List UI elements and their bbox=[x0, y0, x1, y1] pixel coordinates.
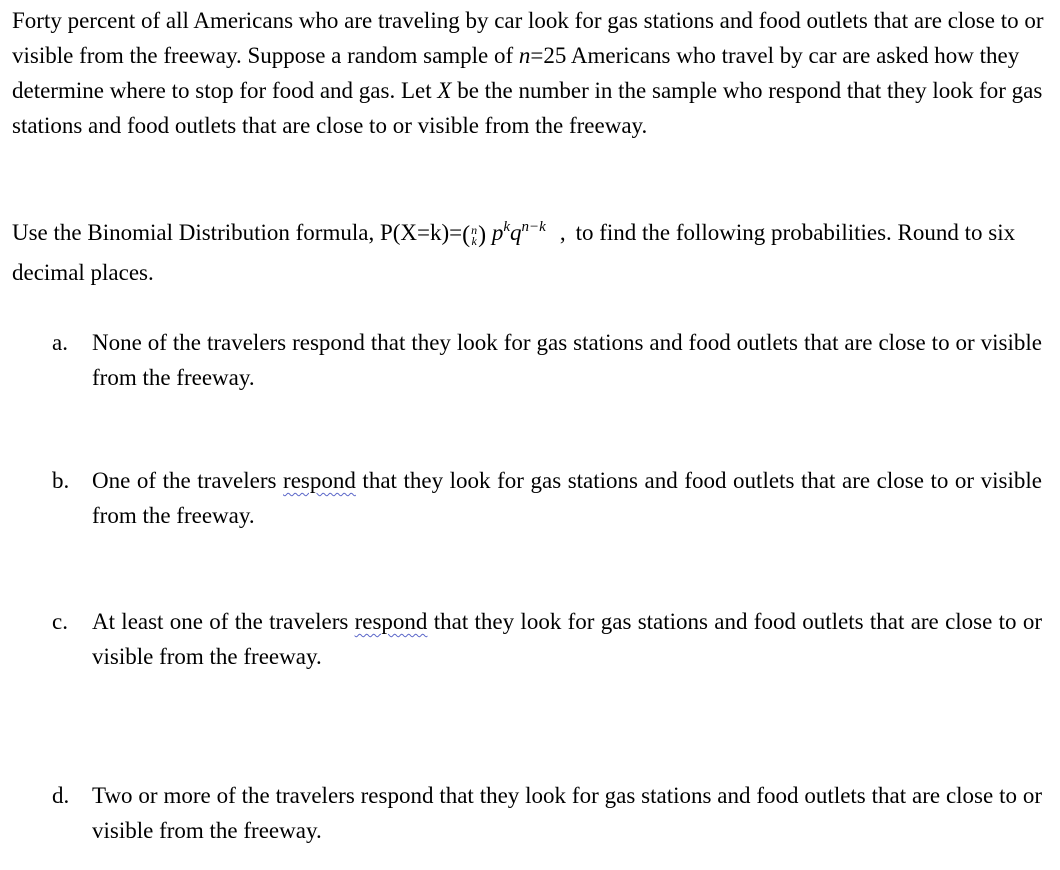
binom-stack bbox=[471, 222, 478, 248]
random-variable: X bbox=[437, 78, 452, 103]
question-text-post: that they look for gas stations and food outlets that are close to or visible from the freeway. bbox=[92, 609, 1042, 669]
question-text-pre: At least one of the travelers bbox=[92, 609, 355, 634]
question-text-pre: One of the travelers bbox=[92, 468, 284, 493]
statement-text-2: =25 Americans who travel by car are asked how they determine where to stop for food and gas. Let bbox=[12, 43, 1020, 103]
formula-comma: , bbox=[559, 220, 566, 245]
success-exponent: k bbox=[503, 219, 511, 235]
question-text bbox=[92, 778, 1042, 848]
question-text bbox=[92, 604, 1042, 674]
question-text-pre: Two or more of the travelers respond that they look for gas stations and food outlets that are close to or visible from the freeway. bbox=[92, 783, 1042, 843]
question-text bbox=[92, 325, 1042, 395]
list-marker: c. bbox=[52, 609, 68, 634]
failure-exponent: n−k bbox=[521, 219, 546, 235]
question-text bbox=[92, 463, 1042, 533]
list-marker: a. bbox=[52, 330, 68, 355]
failure-prob-symbol: q bbox=[510, 220, 522, 245]
grammar-flagged-word: respond bbox=[283, 468, 356, 493]
statement-text-1: Forty percent of all Americans who are traveling by car look for gas stations and food outlets that are close to or visible from the freeway. Suppose a random sample of bbox=[12, 8, 1044, 68]
list-item bbox=[52, 325, 1042, 395]
grammar-flagged-word: respond bbox=[354, 609, 428, 634]
statement-text-3: be the number in the sample who respond that they look for gas stations and food outlets that are close to or visible from the freeway. bbox=[12, 78, 1043, 138]
list-item bbox=[52, 604, 1042, 674]
question-text-post: that they look for gas stations and food outlets that are close to or visible from the freeway. bbox=[92, 468, 1042, 528]
sample-size-variable: n bbox=[518, 43, 531, 68]
list-marker: b. bbox=[52, 468, 70, 493]
binomial-formula bbox=[462, 214, 546, 254]
instruction-lead: Use the Binomial Distribution formula, P(X=k)= bbox=[12, 220, 463, 245]
list-item bbox=[52, 778, 1042, 848]
instruction bbox=[12, 214, 1052, 291]
problem-statement bbox=[12, 3, 1052, 143]
binom-close-paren: ) bbox=[478, 222, 487, 248]
instruction-tail: to find the following probabilities. Round to six decimal places. bbox=[12, 220, 1016, 285]
binom-open-paren: ( bbox=[462, 222, 471, 248]
question-text-pre: None of the travelers respond that they look for gas stations and food outlets that are close to or visible from the freeway. bbox=[92, 330, 1042, 390]
binom-bottom: k bbox=[471, 233, 477, 248]
binomial-coefficient bbox=[462, 217, 486, 254]
list-item bbox=[52, 463, 1042, 533]
binom-top: n bbox=[471, 222, 478, 237]
list-marker: d. bbox=[52, 783, 70, 808]
success-prob-symbol: p bbox=[491, 220, 504, 245]
